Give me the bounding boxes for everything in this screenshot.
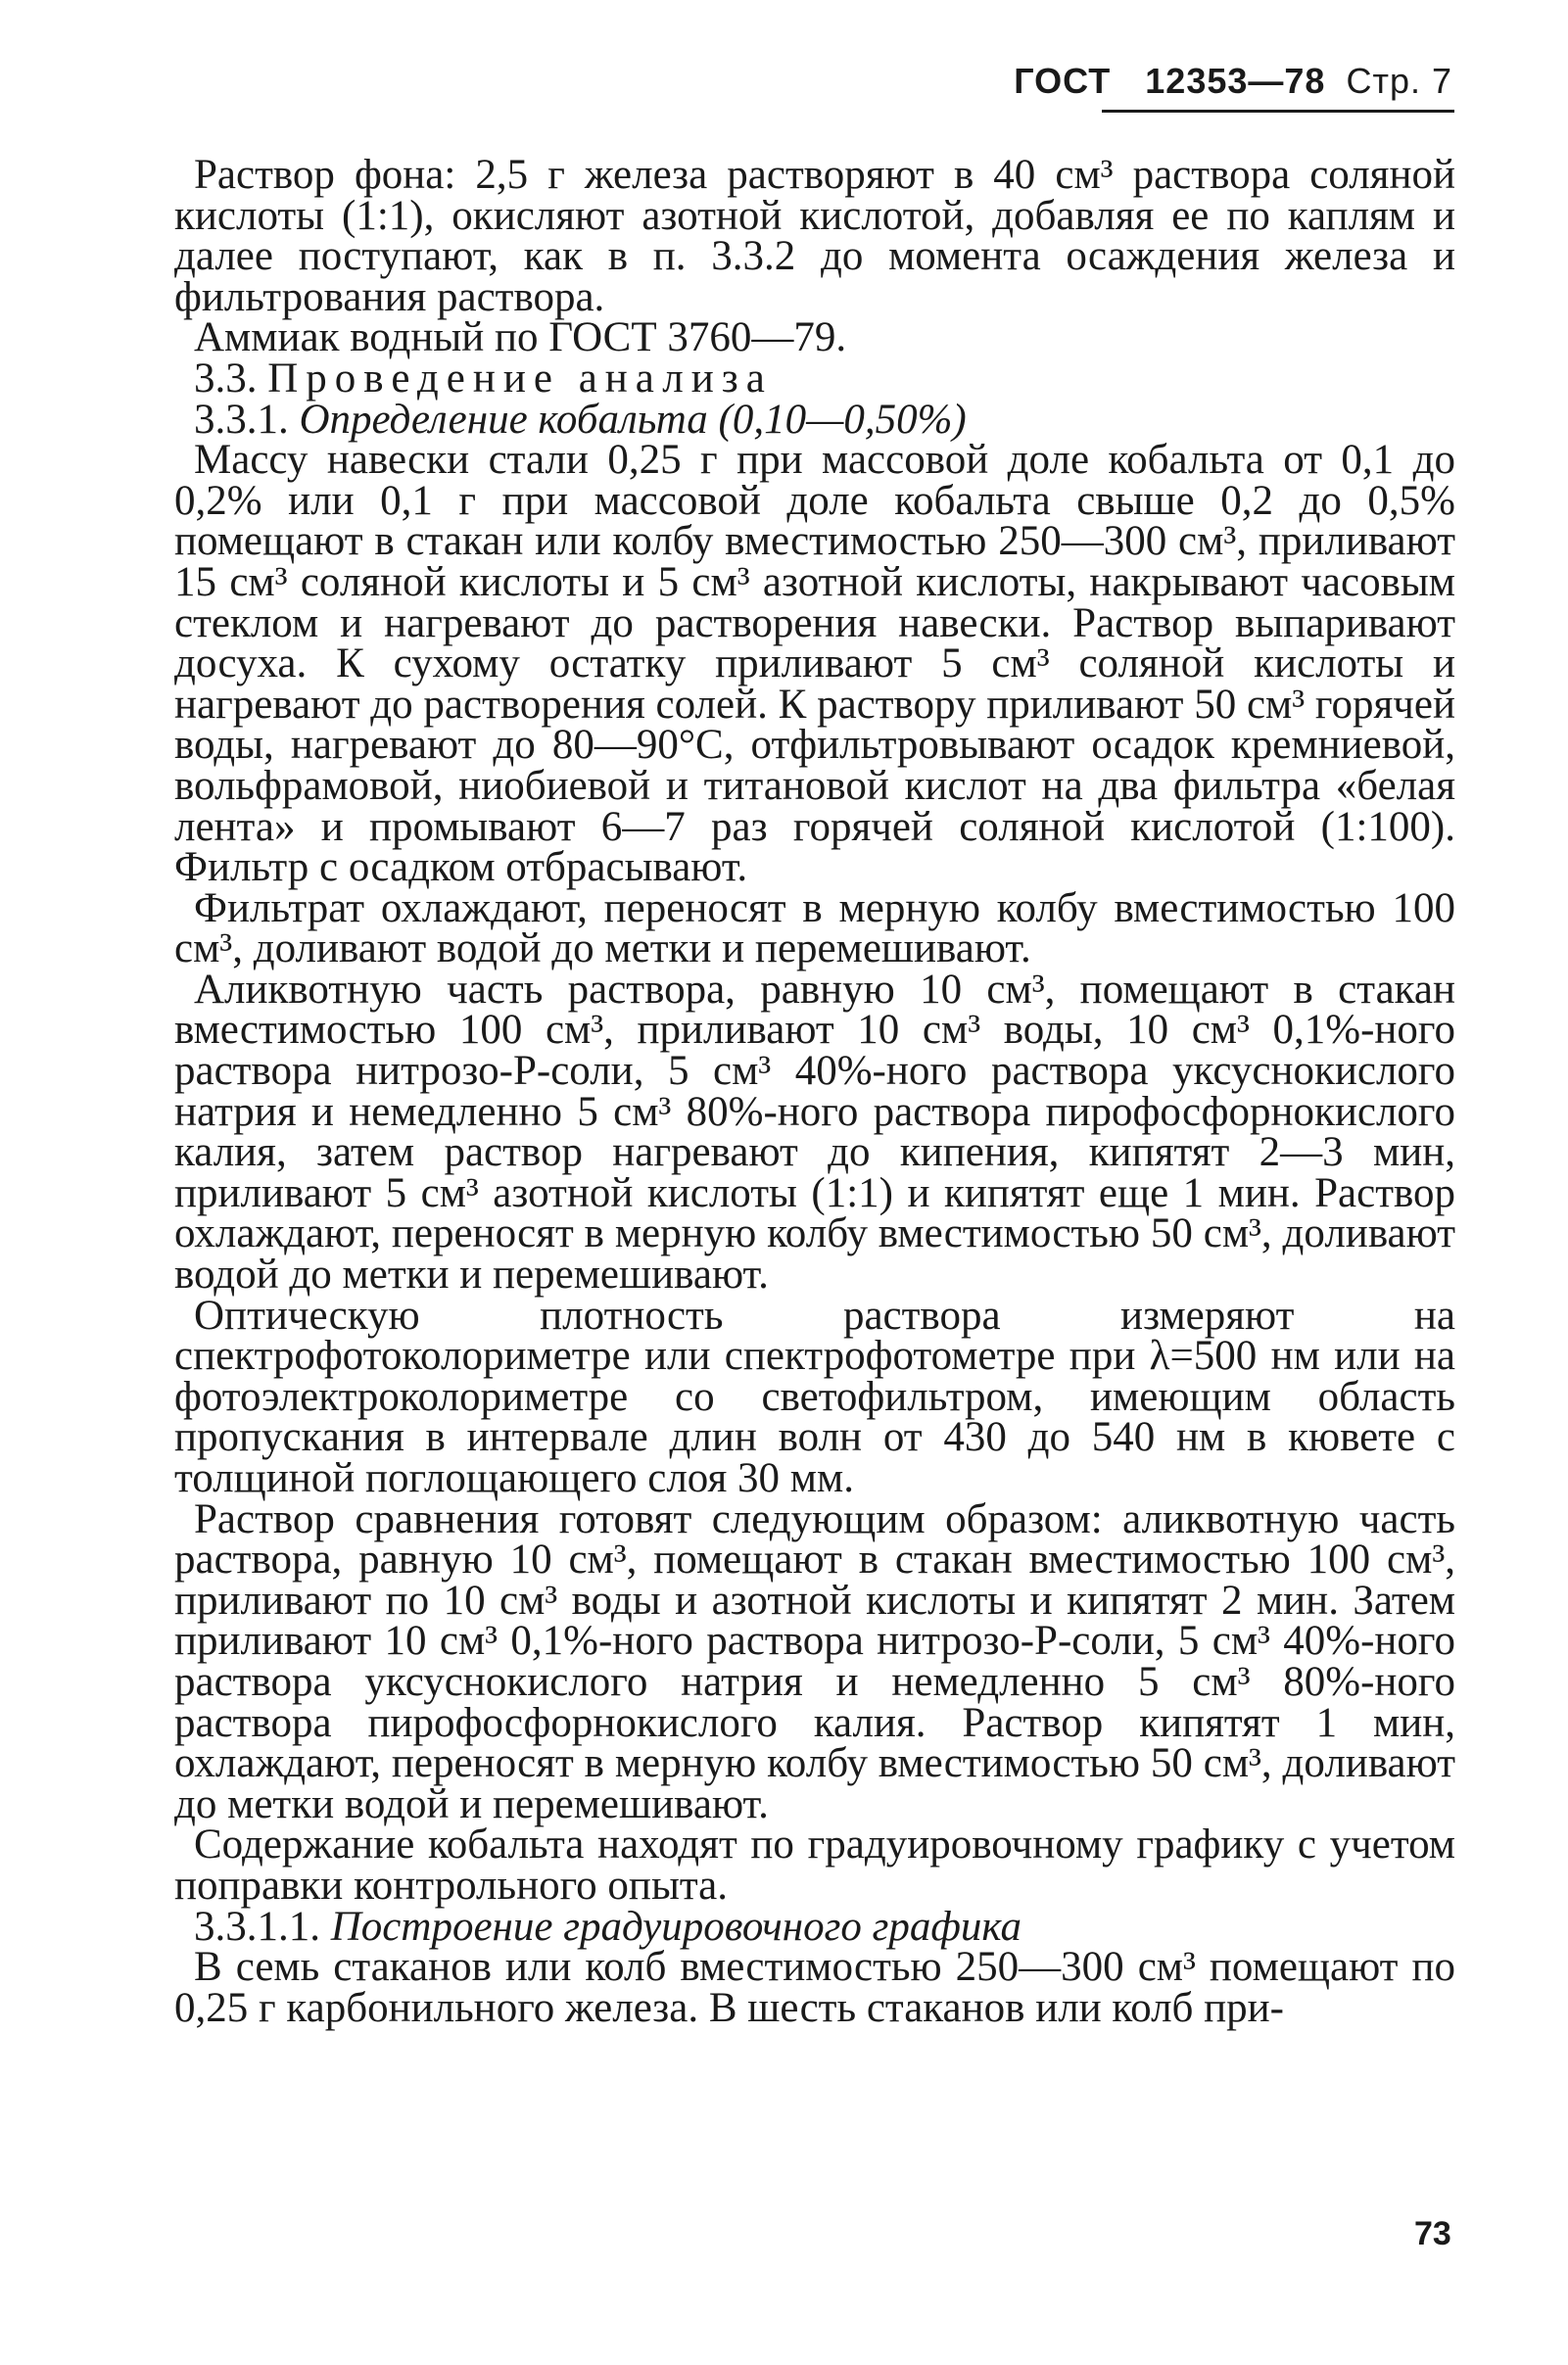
subsection-title: Определение кобальта (0,10—0,50%): [299, 396, 967, 443]
gost-label: ГОСТ: [1014, 61, 1112, 101]
section-title: Проведение анализа: [267, 355, 773, 402]
paragraph-calibration-start: В семь стаканов или колб вместимостью 250—300 см³ помещают по 0,25 г карбонильного железа. В шесть стаканов или колб при-: [174, 1944, 1455, 2031]
section-number: 3.3.: [194, 355, 258, 402]
standard-number: 12353—78: [1145, 61, 1326, 101]
paragraph-cobalt-content: Содержание кобальта находят по градуировочному графику с учетом поправки контрольного опыта.: [174, 1821, 1455, 1909]
subsection-number: 3.3.1.: [194, 396, 289, 443]
paragraph-aliquot: Аликвотную часть раствора, равную 10 см³, помещают в стакан вместимостью 100 см³, приливают 10 см³ воды, 10 см³ 0,1%-ного раствора нитрозо-Р-соли, 5 см³ 40%-ного раствора уксуснокислого натрия и немедленно 5 см³ 80%-ного раствора пирофосфорнокислого калия, затем раствор нагревают до кипения, кипятят 2—3 мин, приливают 5 см³ азотной кислоты (1:1) и кипятят еще 1 мин. Раствор охлаждают, переносят в мерную колбу вместимостью 50 см³, доливают водой до метки и перемешивают.: [174, 966, 1455, 1299]
document-body: [174, 152, 1455, 2031]
paragraph-optical-density: Оптическую плотность раствора измеряют на спектрофотоколориметре или спектрофотометре при λ=500 нм или на фотоэлектроколориметре со светофильтром, имеющим область пропускания в интервале длин волн от 430 до 540 нм в кювете с толщиной поглощающего слоя 30 мм.: [174, 1292, 1455, 1501]
paragraph-sample-procedure: Массу навески стали 0,25 г при массовой доле кобальта от 0,1 до 0,2% или 0,1 г при массовой доле кобальта свыше 0,2 до 0,5% помещают в стакан или колбу вместимостью 250—300 см³, приливают 15 см³ соляной кислоты и 5 см³ азотной кислоты, накрывают часовым стеклом и нагревают до растворения навески. Раствор выпаривают досуха. К сухому остатку приливают 5 см³ соляной кислоты и нагревают до растворения солей. К раствору приливают 50 см³ горячей воды, нагревают до 80—90°С, отфильтровывают осадок кремниевой, вольфрамовой, ниобиевой и титановой кислот на два фильтра «белая лента» и промывают 6—7 раз горячей соляной кислотой (1:100). Фильтр с осадком отбрасывают.: [174, 437, 1455, 891]
paragraph-filtrate: Фильтрат охлаждают, переносят в мерную колбу вместимостью 100 см³, доливают водой до метки и перемешивают.: [174, 884, 1455, 972]
paragraph-ammonia: Аммиак водный по ГОСТ 3760—79.: [194, 314, 847, 361]
paragraph-background-solution: Раствор фона: 2,5 г железа растворяют в 40 см³ раствора соляной кислоты (1:1), окисляют азотной кислотой, добавляя ее по каплям и далее поступают, как в п. 3.3.2 до момента осаждения железа и фильтрования раствора.: [174, 152, 1455, 320]
header-rule: [1102, 110, 1454, 113]
page-header: [1014, 61, 1452, 102]
subsection-heading-cobalt: [174, 396, 1455, 443]
page-label: Стр. 7: [1346, 61, 1452, 101]
subsubsection-heading-calibration: [174, 1903, 1455, 1950]
paragraph-reference-solution: Раствор сравнения готовят следующим образом: аликвотную часть раствора, равную 10 см³, помещают в стакан вместимостью 100 см³, приливают по 10 см³ воды и азотной кислоты и кипятят 2 мин. Затем приливают 10 см³ 0,1%-ного раствора нитрозо-Р-соли, 5 см³ 40%-ного раствора уксуснокислого натрия и немедленно 5 см³ 80%-ного раствора пирофосфорнокислого калия. Раствор кипятят 1 мин, охлаждают, переносят в мерную колбу вместимостью 50 см³, доливают до метки водой и перемешивают.: [174, 1495, 1455, 1827]
section-heading-analysis: [174, 355, 1455, 402]
page-number: 73: [1414, 2215, 1451, 2252]
subsubsection-title: Построение градуировочного графика: [330, 1903, 1022, 1950]
subsubsection-number: 3.3.1.1.: [194, 1903, 320, 1950]
